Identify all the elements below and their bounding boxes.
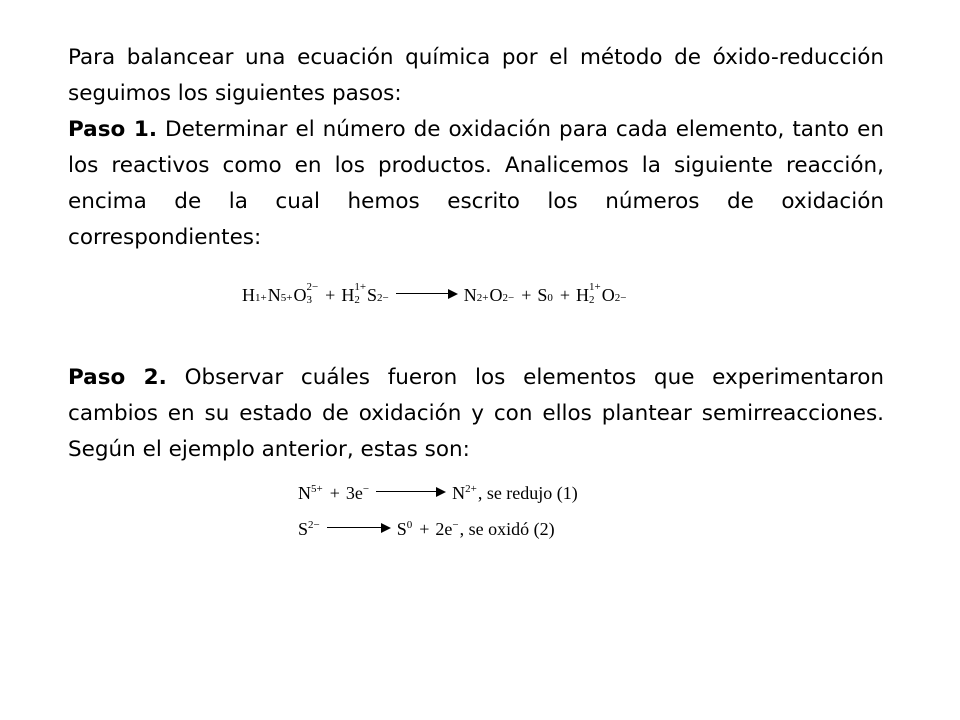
electron-charge: − bbox=[362, 483, 370, 495]
element-symbol: O bbox=[601, 285, 615, 305]
oxidation-number: 5+ bbox=[280, 292, 293, 304]
paso1-label: Paso 1. bbox=[68, 117, 158, 142]
element-symbol: O bbox=[489, 285, 503, 305]
element-symbol: H bbox=[576, 285, 590, 305]
plus-sign: + bbox=[559, 285, 571, 305]
element-symbol: H bbox=[242, 285, 255, 305]
reaction-arrow-icon bbox=[376, 487, 446, 497]
reaction-arrow-icon bbox=[327, 523, 391, 533]
subscript: 2 bbox=[589, 294, 595, 306]
product-s bbox=[537, 286, 554, 319]
paso1-text: Determinar el número de oxidación para cada elemento, tanto en los reactivos como en los productos. Analicemos la siguiente reacción, encima de la cual hemos escrito los números de oxidación correspondientes: bbox=[68, 117, 884, 250]
reaction-arrow-icon bbox=[396, 289, 458, 299]
reactant-h2s bbox=[341, 281, 389, 319]
element-symbol: S bbox=[537, 285, 548, 305]
paso2-label: Paso 2. bbox=[68, 365, 167, 390]
subscript bbox=[281, 306, 293, 317]
half-reaction-oxidation bbox=[298, 520, 555, 538]
oxidation-number: 1+ bbox=[354, 281, 367, 293]
subscript: 3 bbox=[306, 294, 312, 306]
subscript bbox=[477, 306, 489, 317]
oxidation-number: 0 bbox=[547, 292, 553, 304]
oxidation-number: 2− bbox=[377, 292, 389, 304]
product-h2o bbox=[576, 281, 627, 319]
oxidation-number: 1+ bbox=[255, 292, 267, 304]
oxidation-index bbox=[377, 292, 389, 319]
oxidation-index bbox=[589, 281, 601, 308]
element-symbol: H bbox=[341, 285, 355, 305]
element-symbol: O bbox=[293, 285, 307, 305]
oxidation-index bbox=[476, 292, 489, 319]
element-symbol: S bbox=[367, 285, 378, 305]
oxidation-number: 1+ bbox=[589, 281, 601, 293]
oxidation-index bbox=[354, 281, 367, 308]
plus-sign: + bbox=[329, 483, 340, 503]
oxidation-number: 2+ bbox=[465, 483, 477, 495]
reactant-hno3 bbox=[242, 281, 319, 319]
main-redox-equation bbox=[242, 281, 627, 319]
element-symbol: N bbox=[267, 285, 281, 305]
oxidation-index bbox=[502, 292, 515, 319]
oxidation-index bbox=[306, 281, 319, 308]
oxidation-index bbox=[614, 292, 627, 319]
element-symbol: S bbox=[396, 519, 407, 539]
oxidation-note: , se oxidó (2) bbox=[459, 519, 555, 539]
subscript: 2 bbox=[354, 294, 360, 306]
paso2-text: Observar cuáles fueron los elementos que experimentaron cambios en su estado de oxidación y con ellos plantear semirreacciones. Según el ejemplo anterior, estas son: bbox=[68, 365, 884, 462]
paso1-paragraph bbox=[68, 112, 884, 256]
intro-text: Para balancear una ecuación química por el método de óxido-reducción seguimos los siguientes pasos: bbox=[68, 45, 884, 106]
intro-paragraph bbox=[68, 40, 884, 112]
half-reaction-reduction bbox=[298, 484, 578, 502]
oxidation-number: 2− bbox=[502, 292, 515, 304]
electron-charge: − bbox=[452, 519, 459, 531]
subscript bbox=[547, 306, 553, 317]
plus-sign: + bbox=[521, 285, 532, 305]
electrons: 2e bbox=[435, 519, 453, 539]
subscript bbox=[377, 306, 389, 317]
oxidation-index bbox=[547, 292, 553, 319]
oxidation-number: 2− bbox=[308, 519, 320, 531]
product-no bbox=[464, 286, 515, 319]
element-symbol: S bbox=[298, 519, 309, 539]
plus-sign: + bbox=[325, 285, 336, 305]
oxidation-index bbox=[255, 292, 267, 319]
oxidation-index bbox=[280, 292, 293, 319]
oxidation-number: 2+ bbox=[476, 292, 489, 304]
plus-sign: + bbox=[419, 519, 430, 539]
oxidation-number: 0 bbox=[406, 519, 413, 531]
reduction-note: , se redujo (1) bbox=[477, 483, 578, 503]
oxidation-number: 5+ bbox=[311, 483, 323, 495]
element-symbol: N bbox=[463, 285, 477, 305]
element-symbol: N bbox=[298, 483, 311, 503]
subscript bbox=[615, 306, 627, 317]
subscript bbox=[255, 306, 267, 317]
electrons: 3e bbox=[345, 483, 363, 503]
oxidation-number: 2− bbox=[306, 281, 319, 293]
oxidation-number: 2− bbox=[614, 292, 627, 304]
subscript bbox=[502, 306, 514, 317]
element-symbol: N bbox=[452, 483, 466, 503]
paso2-paragraph bbox=[68, 360, 884, 468]
